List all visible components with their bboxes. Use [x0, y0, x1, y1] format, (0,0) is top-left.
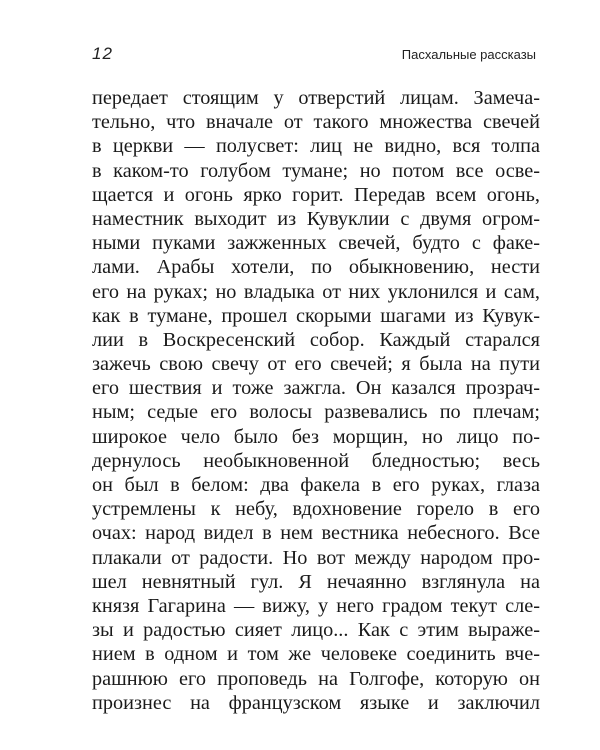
- text-line: шел невнятный гул. Я нечаянно взглянула на: [92, 570, 540, 593]
- text-line: произнес на французском языке и заключил: [92, 691, 540, 714]
- text-line: ными пуками зажженных свечей, будто с факе-: [92, 232, 540, 255]
- text-line: рашнюю его проповедь на Голгофе, которую он: [92, 667, 540, 690]
- text-line: в каком-то голубом тумане; но потом все осве-: [92, 159, 540, 182]
- text-line: плакали от радости. Но вот между народом про-: [92, 546, 540, 569]
- text-line: его на руках; но владыка от них уклонился и сам,: [92, 280, 540, 303]
- text-line: щается и огонь ярко горит. Передав всем огонь,: [92, 183, 540, 206]
- text-line: как в тумане, прошел скорыми шагами из Кувук-: [92, 304, 540, 327]
- text-line: лами. Арабы хотели, по обыкновению, нести: [92, 256, 540, 279]
- text-line: широкое чело было без морщин, но лицо по-: [92, 425, 540, 448]
- text-line: устремлены к небу, вдохновение горело в его: [92, 498, 540, 521]
- page-number: 12: [92, 44, 113, 63]
- text-line: лии в Воскресенский собор. Каждый старался: [92, 328, 540, 351]
- text-line: его шествия и тоже зажгла. Он казался прозрач-: [92, 377, 540, 400]
- text-line: передает стоящим у отверстий лицам. Замеча-: [92, 87, 540, 109]
- text-line: князя Гагарина — вижу, у него градом текут сле-: [92, 594, 540, 617]
- text-line: в церкви — полусвет: лиц не видно, вся толпа: [92, 135, 540, 158]
- text-line: зажечь свою свечу от его свечей; я была на пути: [92, 353, 540, 376]
- text-line: ным; седые его волосы развевались по плечам;: [92, 401, 540, 424]
- text-line: зы и радостью сияет лицо... Как с этим выраже-: [92, 619, 540, 642]
- text-line: он был в белом: два факела в его руках, глаза: [92, 474, 540, 496]
- running-title: Пасхальные рассказы: [401, 47, 536, 62]
- text-line: наместник выходит из Кувуклии с двумя огром-: [92, 207, 540, 230]
- text-line: тельно, что вначале от такого множества свечей: [92, 111, 540, 134]
- text-line: нием в одном и том же человеке соединить вче-: [92, 643, 540, 666]
- body-text: [92, 86, 540, 715]
- text-line: дернулось необыкновенной бледностью; весь: [92, 449, 540, 472]
- page-header: [92, 44, 536, 68]
- text-line: очах: народ видел в нем вестника небесного. Все: [92, 522, 540, 545]
